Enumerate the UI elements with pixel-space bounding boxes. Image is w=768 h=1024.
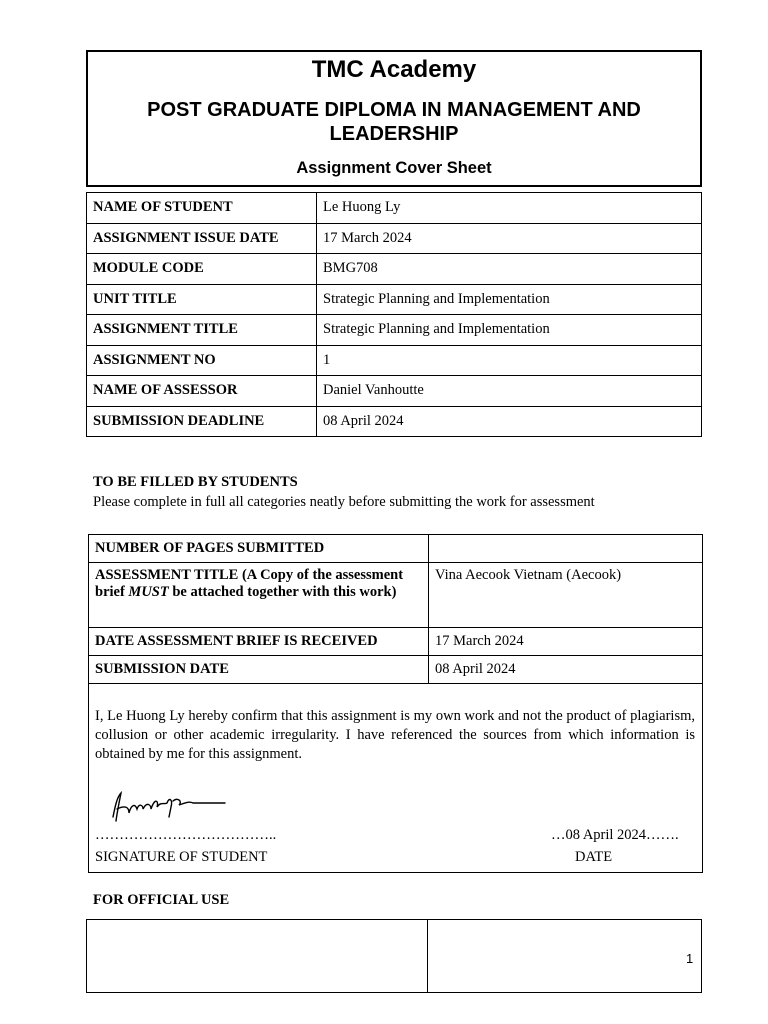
assignment-no-label: ASSIGNMENT NO: [87, 345, 317, 376]
submission-date-label: SUBMISSION DATE: [89, 656, 429, 684]
academy-name: TMC Academy: [311, 56, 477, 83]
table-row: [87, 284, 702, 315]
declaration-date-value: …08 April 2024…….: [551, 827, 679, 843]
page-number: 1: [686, 951, 694, 966]
students-section-instruction: Please complete in full all categories neatly before submitting the work for assessment: [93, 494, 595, 510]
table-row: [87, 193, 702, 224]
issue-date-label: ASSIGNMENT ISSUE DATE: [87, 223, 317, 254]
student-name-label: NAME OF STUDENT: [87, 193, 317, 224]
unit-title-label: UNIT TITLE: [87, 284, 317, 315]
program-title: POST GRADUATE DIPLOMA IN MANAGEMENT AND LEADERSHIP: [147, 99, 641, 145]
issue-date-value: 17 March 2024: [317, 223, 702, 254]
assignment-info-table: [86, 192, 702, 437]
assignment-title-label: ASSIGNMENT TITLE: [87, 315, 317, 346]
table-row: [87, 376, 702, 407]
declaration-box: [88, 683, 703, 873]
assignment-no-value: 1: [317, 345, 702, 376]
module-code-label: MODULE CODE: [87, 254, 317, 285]
official-use-box: [86, 919, 702, 993]
students-section-title: TO BE FILLED BY STUDENTS: [93, 474, 298, 490]
table-row: [89, 535, 703, 563]
table-row: [87, 315, 702, 346]
assessment-title-value: Vina Aecook Vietnam (Aecook): [429, 563, 703, 628]
brief-received-label: DATE ASSESSMENT BRIEF IS RECEIVED: [89, 628, 429, 656]
submission-date-value: 08 April 2024: [429, 656, 703, 684]
submission-table: [88, 534, 703, 684]
declaration-text: I, Le Huong Ly hereby confirm that this assignment is my own work and not the product of plagiarism, collusion or other academic irregularity. I have referenced the sources from which information is obtained by me for this assignment.: [95, 708, 695, 762]
assessor-name-value: Daniel Vanhoutte: [317, 376, 702, 407]
header-box: [86, 50, 702, 187]
unit-title-value: Strategic Planning and Implementation: [317, 284, 702, 315]
student-name-value: Le Huong Ly: [317, 193, 702, 224]
assessor-name-label: NAME OF ASSESSOR: [87, 376, 317, 407]
student-signature: [107, 787, 227, 827]
brief-received-value: 17 March 2024: [429, 628, 703, 656]
table-row: [87, 223, 702, 254]
submission-deadline-value: 08 April 2024: [317, 406, 702, 437]
assignment-title-value: Strategic Planning and Implementation: [317, 315, 702, 346]
table-row: [89, 563, 703, 628]
table-row: [87, 254, 702, 285]
signature-label: SIGNATURE OF STUDENT: [95, 849, 268, 865]
date-label: DATE: [575, 849, 613, 865]
signature-line: ………………………………..: [95, 827, 277, 843]
pages-submitted-value: [429, 535, 703, 563]
table-row: [87, 406, 702, 437]
submission-deadline-label: SUBMISSION DEADLINE: [87, 406, 317, 437]
cover-sheet-title: Assignment Cover Sheet: [296, 159, 492, 177]
table-row: [87, 345, 702, 376]
table-row: [89, 628, 703, 656]
table-row: [89, 656, 703, 684]
official-use-divider: [427, 920, 428, 992]
official-use-title: FOR OFFICIAL USE: [93, 892, 230, 908]
assessment-title-label: ASSESSMENT TITLE (A Copy of the assessment brief MUST be attached together with this work): [89, 563, 429, 628]
module-code-value: BMG708: [317, 254, 702, 285]
pages-submitted-label: NUMBER OF PAGES SUBMITTED: [89, 535, 429, 563]
